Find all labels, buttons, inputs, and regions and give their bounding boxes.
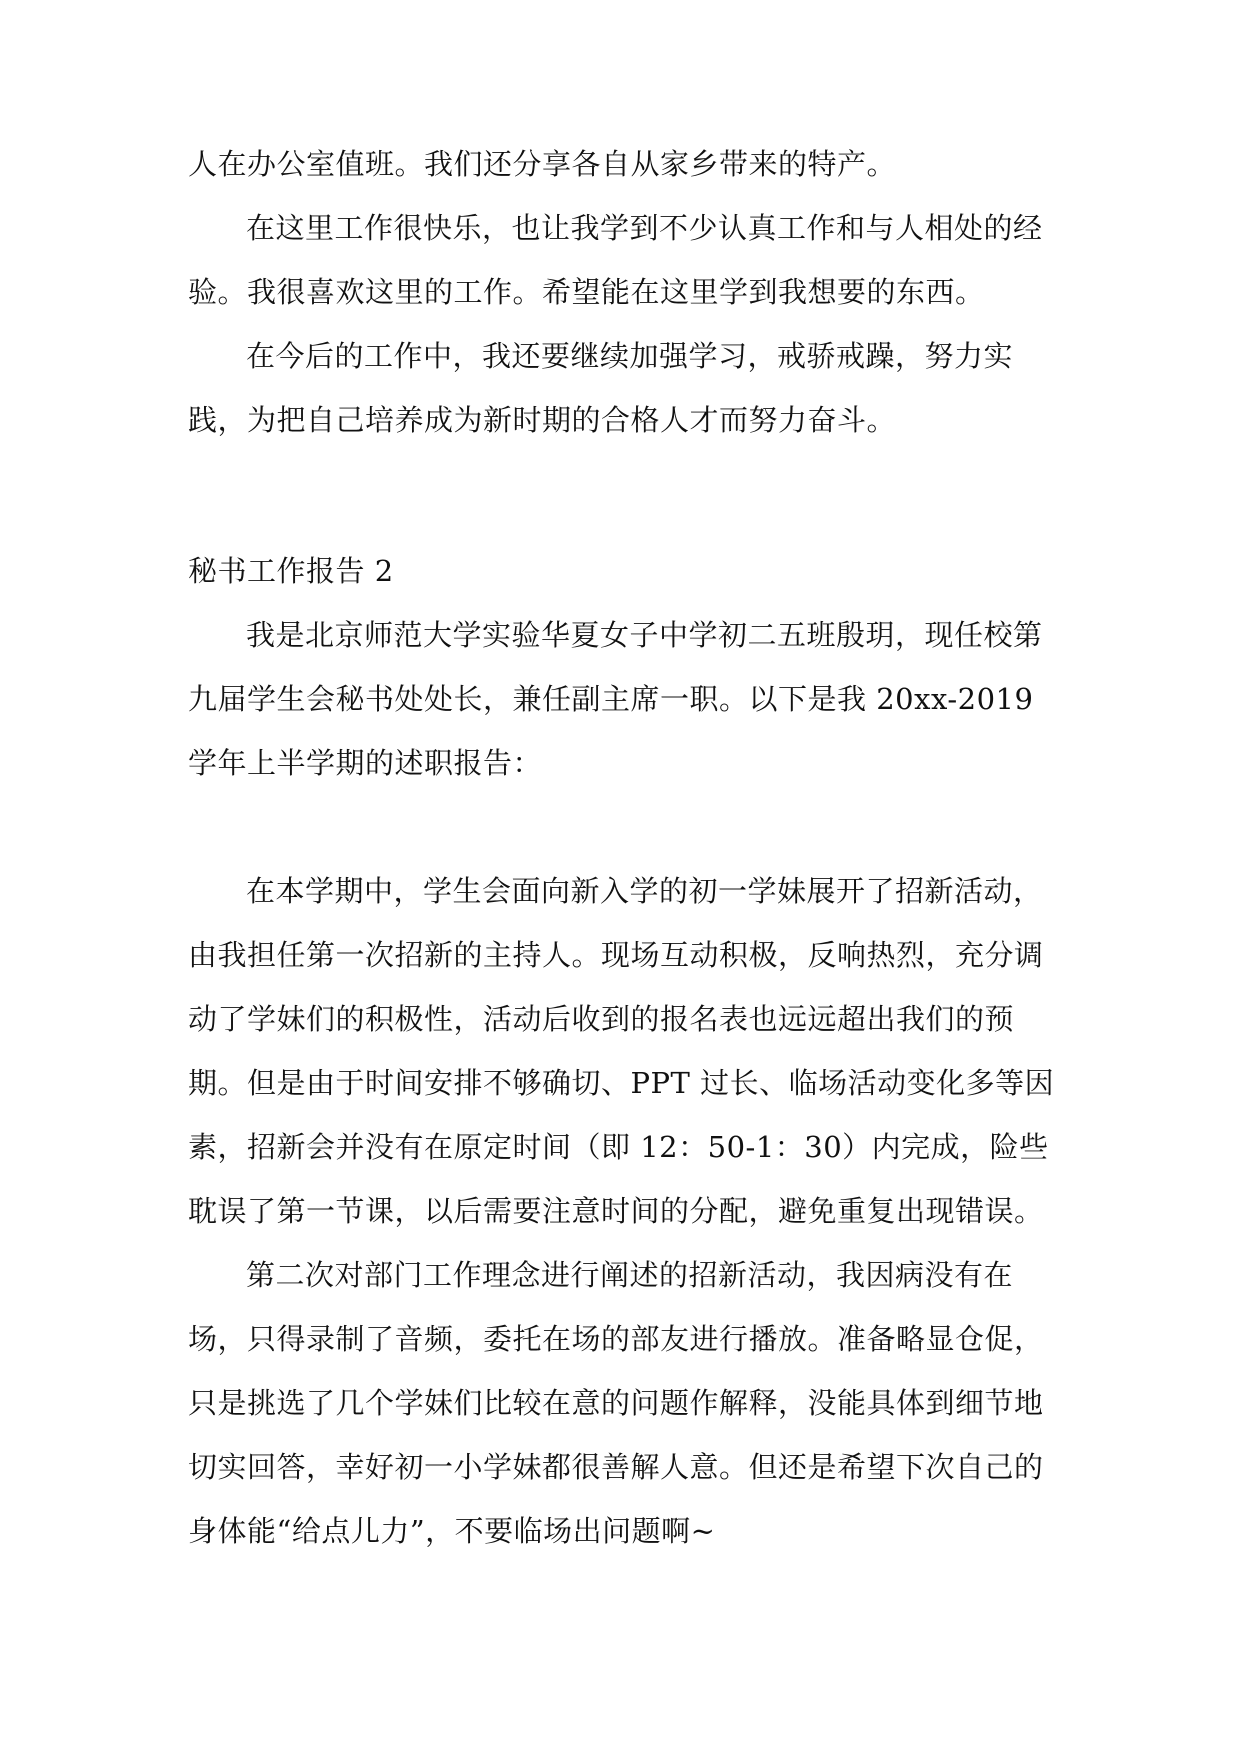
paragraph-self-introduction: 我是北京师范大学实验华夏女子中学初二五班殷玥，现任校第九届学生会秘书处处长，兼任副主席一职。以下是我 20xx-2019 学年上半学期的述职报告： [188, 618, 1044, 780]
paragraph-future-work: 在今后的工作中，我还要继续加强学习，戒骄戒躁，努力实践，为把自己培养成为新时期的合格人才而努力奋斗。 [188, 339, 1014, 437]
paragraph-recruitment-first: 在本学期中，学生会面向新入学的初一学妹展开了招新活动，由我担任第一次招新的主持人。现场互动积极，反响热烈，充分调动了学妹们的积极性，活动后收到的报名表也远远超出我们的预期。但是由于时间安排不够确切、PPT 过长、临场活动变化多等因素，招新会并没有在原定时间（即 12：50-1：30）内完成，险些耽误了第一节课，以后需要注意时间的分配，避免重复出现错误。 [188, 874, 1055, 1228]
section-heading: 秘书工作报告 2 [188, 554, 394, 588]
paragraph-recruitment-second: 第二次对部门工作理念进行阐述的招新活动，我因病没有在场，只得录制了音频，委托在场的部友进行播放。准备略显仓促，只是挑选了几个学妹们比较在意的问题作解释，没能具体到细节地切实回答，幸好初一小学妹都很善解人意。但还是希望下次自己的身体能“给点儿力”，不要临场出问题啊~ [188, 1258, 1044, 1548]
continued-paragraph: 人在办公室值班。我们还分享各自从家乡带来的特产。 [188, 147, 897, 181]
paragraph-work-experience: 在这里工作很快乐，也让我学到不少认真工作和与人相处的经验。我很喜欢这里的工作。希望能在这里学到我想要的东西。 [188, 211, 1043, 309]
